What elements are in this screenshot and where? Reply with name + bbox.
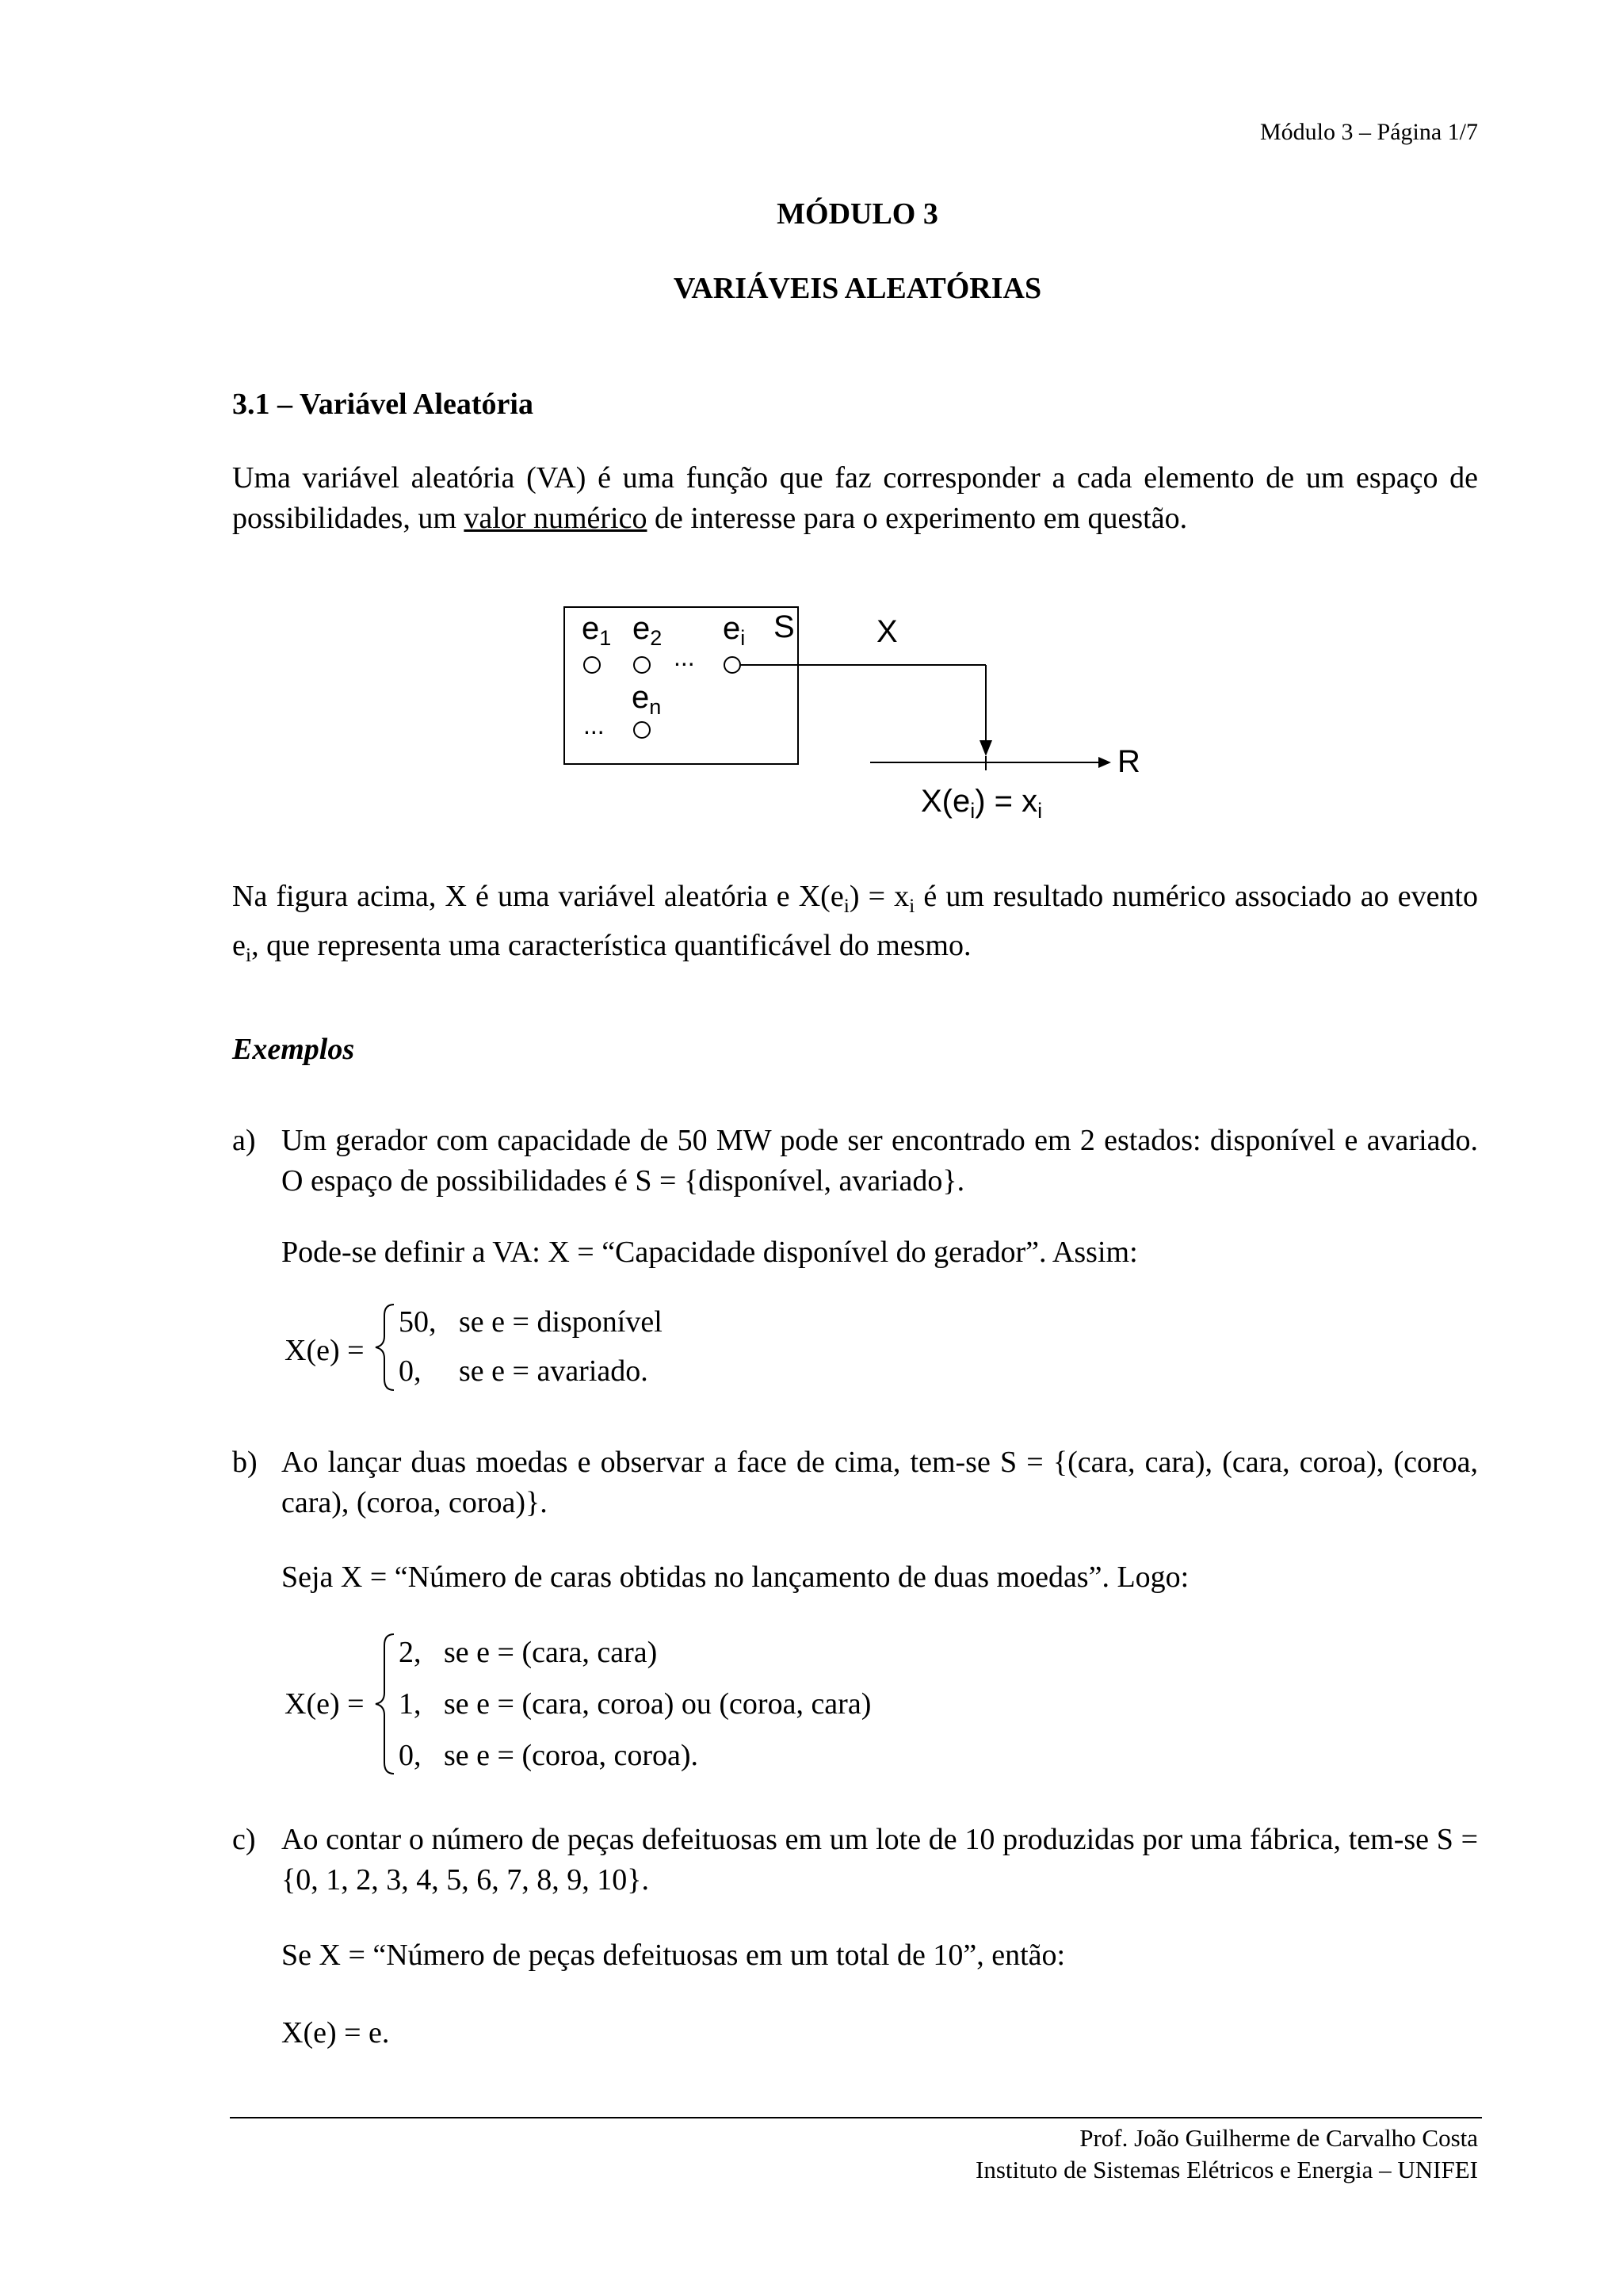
- axis-r-label: R: [1117, 744, 1140, 779]
- event-ei-point: [724, 657, 740, 673]
- event-ei-label: $e_i$: [723, 611, 746, 650]
- example-c-text: Ao contar o número de peças defeituosas em um lote de 10 produzidas por uma fábrica, tem-se S = {0, 1, 2, 3, 4, 5, 6, 7, 8, 9, 10}.: [281, 1823, 1478, 1897]
- example-a-line: Pode-se definir a VA: X = “Capacidade disponível do gerador”. Assim:: [281, 1236, 1138, 1269]
- module-title: MÓDULO 3: [777, 197, 938, 231]
- ellipsis-top: ...: [674, 643, 695, 671]
- event-e1-point: [584, 657, 600, 673]
- example-a: [232, 1121, 1478, 1201]
- example-b-formula: [281, 1626, 995, 1789]
- example-a-formula-svg: [281, 1297, 836, 1400]
- set-s-label: S: [773, 609, 795, 644]
- example-b-line: Seja X = “Número de caras obtidas no lançamento de duas moedas”. Logo:: [281, 1561, 1190, 1594]
- footer-author: Prof. João Guilherme de Carvalho Costa: [1079, 2124, 1478, 2152]
- footer-institution: Instituto de Sistemas Elétricos e Energia – UNIFEI: [976, 2156, 1478, 2183]
- underlined-term: valor numérico: [464, 502, 647, 535]
- mapping-arrowhead: [980, 740, 992, 756]
- example-b-brace: [376, 1634, 394, 1774]
- example-a-lhs: X(e) =: [285, 1334, 365, 1367]
- description-paragraph: Na figura acima, X é uma variável aleatória e $X(e_i) = x_i$ é um resultado numérico associado ao evento $e_i$, que representa uma característica quantificável do mesmo.: [232, 880, 1478, 966]
- page-number-header: Módulo 3 – Página 1/7: [1260, 119, 1478, 145]
- example-a-formula: [281, 1297, 836, 1404]
- event-e1-label: $e_1$: [582, 611, 612, 650]
- example-a-label: a): [232, 1124, 256, 1157]
- example-c-label: c): [232, 1823, 256, 1856]
- event-e2-point: [634, 657, 650, 673]
- example-b-case-3: 0, se e = (coroa, coroa).: [399, 1739, 699, 1772]
- example-a-case-1: 50, se e = disponível: [399, 1305, 663, 1339]
- example-c: [232, 1820, 1478, 1901]
- example-c-result: X(e) = e.: [281, 2016, 390, 2050]
- example-a-brace: [376, 1305, 394, 1390]
- example-b: [232, 1442, 1478, 1523]
- map-x-label: X: [876, 614, 898, 649]
- ellipsis-bottom: ...: [583, 711, 605, 739]
- event-e2-label: $e_2$: [632, 611, 663, 650]
- diagram-svg: [555, 593, 1157, 831]
- section-heading: 3.1 – Variável Aleatória: [232, 388, 533, 421]
- example-c-line: Se X = “Número de peças defeituosas em um total de 10”, então:: [281, 1939, 1066, 1972]
- footer-divider: [230, 2117, 1482, 2118]
- example-b-text: Ao lançar duas moedas e observar a face de cima, tem-se S = {(cara, cara), (cara, coroa), (coroa, cara), (coroa, coroa)}.: [281, 1446, 1478, 1519]
- intro-paragraph: Uma variável aleatória (VA) é uma função que faz corresponder a cada elemento de um espaço de possibilidades, um valor numérico de interesse para o experimento em questão.: [232, 461, 1478, 535]
- example-a-text: Um gerador com capacidade de 50 MW pode ser encontrado em 2 estados: disponível e avariado. O espaço de possibilidades é S = {disponível, avariado}.: [281, 1124, 1478, 1198]
- mapping-diagram: [555, 593, 1157, 835]
- example-b-case-1: 2, se e = (cara, cara): [399, 1636, 658, 1669]
- mapping-result-label: $X(e_i) = x_i$: [921, 784, 1043, 823]
- example-b-formula-svg: [281, 1626, 995, 1785]
- examples-heading: Exemplos: [232, 1033, 355, 1066]
- page-title: VARIÁVEIS ALEATÓRIAS: [673, 272, 1042, 305]
- example-b-lhs: X(e) =: [285, 1687, 365, 1721]
- event-en-label: $e_n$: [632, 680, 662, 719]
- real-axis-arrowhead: [1098, 757, 1111, 768]
- event-en-point: [634, 722, 650, 738]
- example-b-case-2: 1, se e = (cara, coroa) ou (coroa, cara): [399, 1687, 872, 1721]
- example-b-label: b): [232, 1446, 258, 1479]
- example-a-case-2: 0, se e = avariado.: [399, 1354, 648, 1388]
